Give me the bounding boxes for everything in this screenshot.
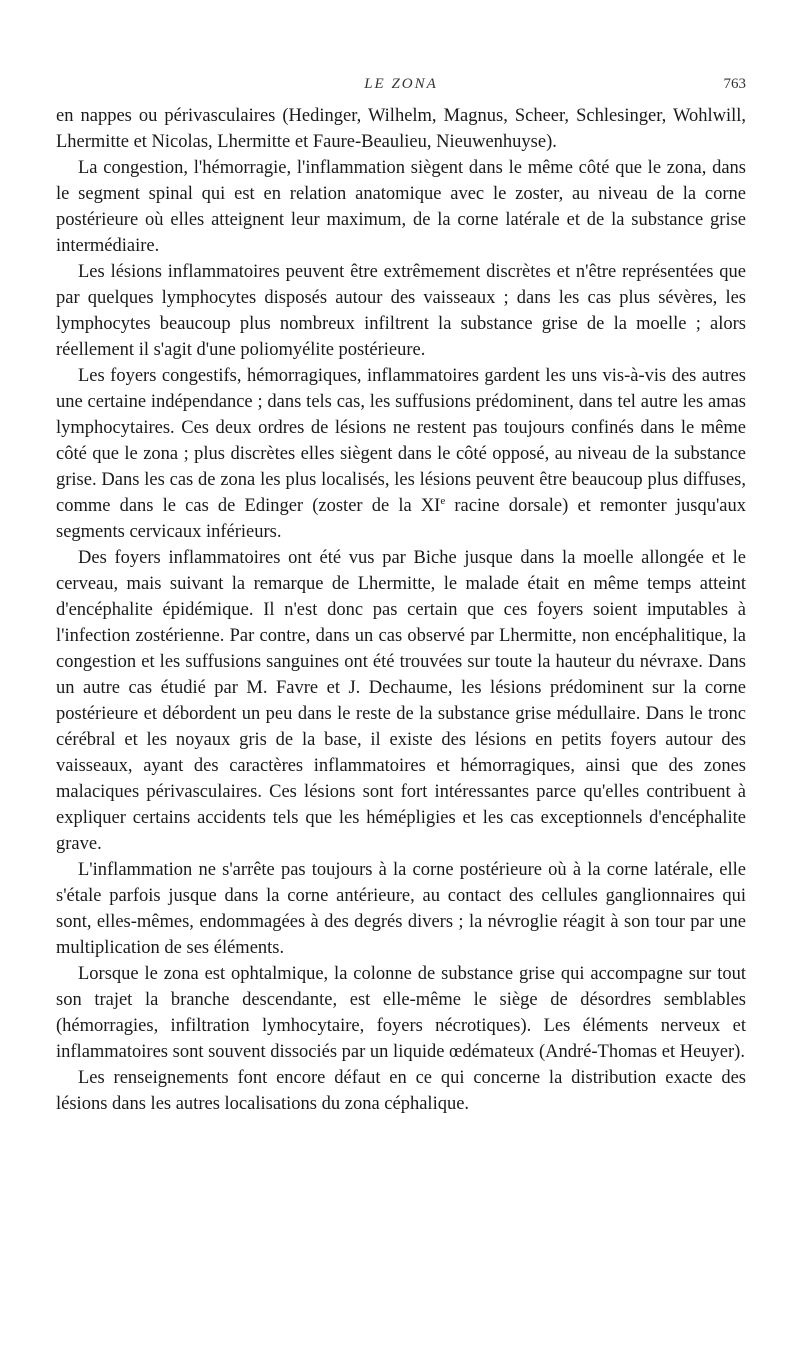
paragraph-text: racine dorsale) et remonter jusqu'aux segments cervicaux inférieurs. <box>56 496 746 542</box>
body-text <box>56 103 746 1117</box>
running-header <box>56 76 746 100</box>
paragraph-inflammation-extension: L'inflammation ne s'arrête pas toujours à la corne postérieure où à la corne latérale, elle s'étale parfois jusque dans la corne antérieure, au contact des cellules ganglionnaires qui sont, elles-mêmes, endommagées à des degrés divers ; la névroglie réagit à son tour par une multiplication de ses éléments. <box>56 860 746 958</box>
superscript: e <box>440 494 446 507</box>
paragraph-inflammatory-lesions: Les lésions inflammatoires peuvent être extrêmement discrètes et n'être représentées que par quelques lymphocytes disposés autour des vaisseaux ; dans les cas plus sévères, les lymphocytes beaucoup plus nombreux infiltrent la substance grise de la moelle ; alors réellement il s'agit d'une poliomyélite postérieure. <box>56 262 746 360</box>
paragraph-zona-ophtalmique: Lorsque le zona est ophtalmique, la colonne de substance grise qui accompagne sur tout son trajet la branche descendante, est elle-même le siège de désordres semblables (hémorragies, infiltration lymhocytaire, foyers nécrotiques). Les éléments nerveux et inflammatoires sont souvent dissociés par un liquide œdémateux (André-Thomas et Heuyer). <box>56 964 746 1062</box>
paragraph-foyers-inflammatoires: Des foyers inflammatoires ont été vus par Biche jusque dans la moelle allongée et le cerveau, mais suivant la remarque de Lhermitte, le malade était en même temps atteint d'encéphalite épidémique. Il n'est donc pas certain que ces foyers soient imputables à l'infection zostérienne. Par contre, dans un cas observé par Lhermitte, non encéphalitique, la congestion et les suffusions sanguines ont été trouvées sur toute la hauteur du névraxe. Dans un autre cas étudié par M. Favre et J. Dechaume, les lésions prédominent sur la corne postérieure et débordent un peu dans le reste de la substance grise médullaire. Dans le tronc cérébral et les noyaux gris de la base, il existe des lésions en petits foyers autour des vaisseaux, ayant des caractères inflammatoires et hémorragiques, ainsi que des zones malaciques périvasculaires. Ces lésions sont fort intéressantes parce qu'elles contribuent à expliquer certains accidents tels que les hémépligies et les cas exceptionnels d'encéphalite grave. <box>56 548 746 854</box>
paragraph-continuation: en nappes ou périvasculaires (Hedinger, Wilhelm, Magnus, Scheer, Schlesinger, Wohlwill, Lhermitte et Nicolas, Lhermitte et Faure-Beaulieu, Nieuwenhuyse). <box>56 106 746 152</box>
paragraph-congestion: La congestion, l'hémorragie, l'inflammation siègent dans le même côté que le zona, dans le segment spinal qui est en relation anatomique avec le zoster, au niveau de la corne postérieure où elles atteignent leur maximum, de la corne latérale et de la substance grise intermédiaire. <box>56 158 746 256</box>
page-number: 763 <box>723 76 746 92</box>
paragraph-foyers-congestifs <box>56 363 746 545</box>
running-title: LE ZONA <box>364 76 438 92</box>
paragraph-text: Les foyers congestifs, hémorragiques, inflammatoires gardent les uns vis-à-vis des autres une certaine indépendance ; dans tels cas, les suffusions prédominent, dans tel autre les amas lymphocytaires. Ces deux ordres de lésions ne restent pas toujours confinés dans le même côté que le zona ; plus discrètes elles siègent dans le côté opposé, au niveau de la substance grise. Dans les cas de zona les plus localisés, les lésions peuvent être beaucoup plus diffuses, comme dans le cas de Edinger (zoster de la XI <box>56 366 746 516</box>
paragraph-renseignements: Les renseignements font encore défaut en ce qui concerne la distribution exacte des lésions dans les autres localisations du zona céphalique. <box>56 1068 746 1114</box>
